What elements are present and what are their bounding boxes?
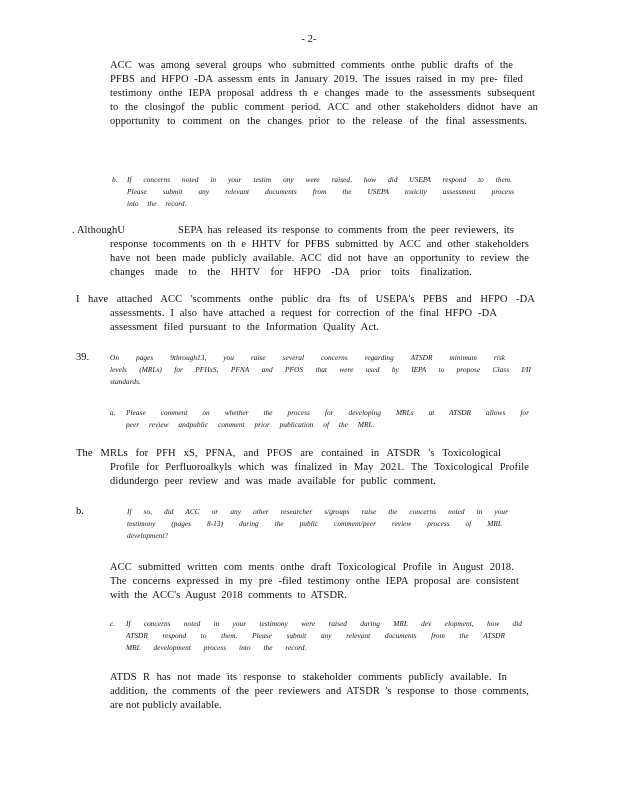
text-line: SEPA has released its response to comments from the peer reviewers, its bbox=[178, 225, 514, 236]
text-line: ACC was among several groups who submitted comments onthe public drafts of the bbox=[110, 60, 513, 71]
text-line: The MRLs for PFH xS, PFNA, and PFOS are contained in ATSDR 's Toxicological bbox=[76, 448, 501, 459]
question-line: into the record. bbox=[127, 199, 187, 208]
question-line: Please submit any relevant documents from the USEPA toxicity assessment process bbox=[127, 187, 514, 196]
text-line: changes made to the HHTV for HFPO -DA prior toits finalization. bbox=[110, 267, 472, 278]
text-line: to the closingof the public comment period. ACC and other stakeholders didnot have an bbox=[110, 102, 538, 113]
text-line: ATDS R has not made its response to stakeholder comments publicly available. In bbox=[110, 672, 507, 683]
text-line: ACC submitted written com ments onthe draft Toxicological Profile in August 2018. bbox=[110, 562, 514, 573]
text-line: have not been made publicly available. ACC did not have an opportunity to review the bbox=[110, 253, 529, 264]
text-line: PFBS and HFPO -DA assessm ents in January 2019. The issues raised in my pre- filed bbox=[110, 74, 523, 85]
question-label: b. bbox=[112, 175, 118, 184]
question-line: standards. bbox=[110, 377, 141, 386]
question-number: 39. bbox=[76, 352, 90, 363]
text-line: I have attached ACC 'scomments onthe public dra fts of USEPA's PFBS and HFPO -DA bbox=[76, 294, 535, 305]
text-line: The concerns expressed in my pre -filed testimony onthe IEPA proposal are consistent bbox=[110, 576, 519, 587]
text-line: assessment filed pursuant to the Information Quality Act. bbox=[110, 322, 379, 333]
question-line: MRL development process into the record. bbox=[126, 643, 307, 652]
question-line: levels (MRLs) for PFHxS, PFNA and PFOS that were used by IEPA to propose Class I/II bbox=[110, 365, 531, 374]
text-line: opportunity to comment on the changes prior to the release of the final assessments. bbox=[110, 116, 527, 127]
question-line: ATSDR respond to them. Please submit any relevant documents from the ATSDR bbox=[126, 631, 505, 640]
text-line: assessments. I also have attached a request for correction of the final HFPO -DA bbox=[110, 308, 497, 319]
text-line: Profile for Perfluoroalkyls which was finalized in May 2021. The Toxicological Profile bbox=[110, 462, 529, 473]
text-line: addition, the comments of the peer reviewers and ATSDR 's response to those comments, bbox=[110, 686, 529, 697]
paragraph-lead: . AlthoughU bbox=[72, 225, 126, 236]
question-label: b. bbox=[76, 506, 84, 517]
page-number: - 2- bbox=[301, 34, 317, 45]
question-line: Please comment on whether the process for developing MRLs at ATSDR allows for bbox=[126, 408, 529, 417]
text-line: didundergo peer review and was made available for public comment. bbox=[110, 476, 436, 487]
question-label: a. bbox=[110, 408, 116, 417]
question-line: development? bbox=[127, 531, 169, 540]
text-line: testimony onthe IEPA proposal address th e changes made to the assessments subsequent bbox=[110, 88, 535, 99]
question-line: If so, did ACC or any other researcher s/groups raise the concerns noted in your bbox=[127, 507, 508, 516]
question-line: If concerns noted in your testimony were raised during MRL dev elopment, how did bbox=[126, 619, 522, 628]
text-line: are not publicly available. bbox=[110, 700, 222, 711]
question-line: If concerns noted in your testim ony were raised, how did USEPA respond to them. bbox=[127, 175, 512, 184]
text-line: with the ACC's August 2018 comments to ATSDR. bbox=[110, 590, 347, 601]
question-label: c. bbox=[110, 619, 116, 628]
question-line: testimony (pages 8-13) during the public comment/peer review process of MRL bbox=[127, 519, 502, 528]
question-line: peer review andpublic comment prior publication of the MRL. bbox=[126, 420, 375, 429]
text-line: response tocomments on th e HHTV for PFBS submitted by ACC and other stakeholders bbox=[110, 239, 529, 250]
question-line: On pages 9through13, you raise several concerns regarding ATSDR minimum risk bbox=[110, 353, 505, 362]
